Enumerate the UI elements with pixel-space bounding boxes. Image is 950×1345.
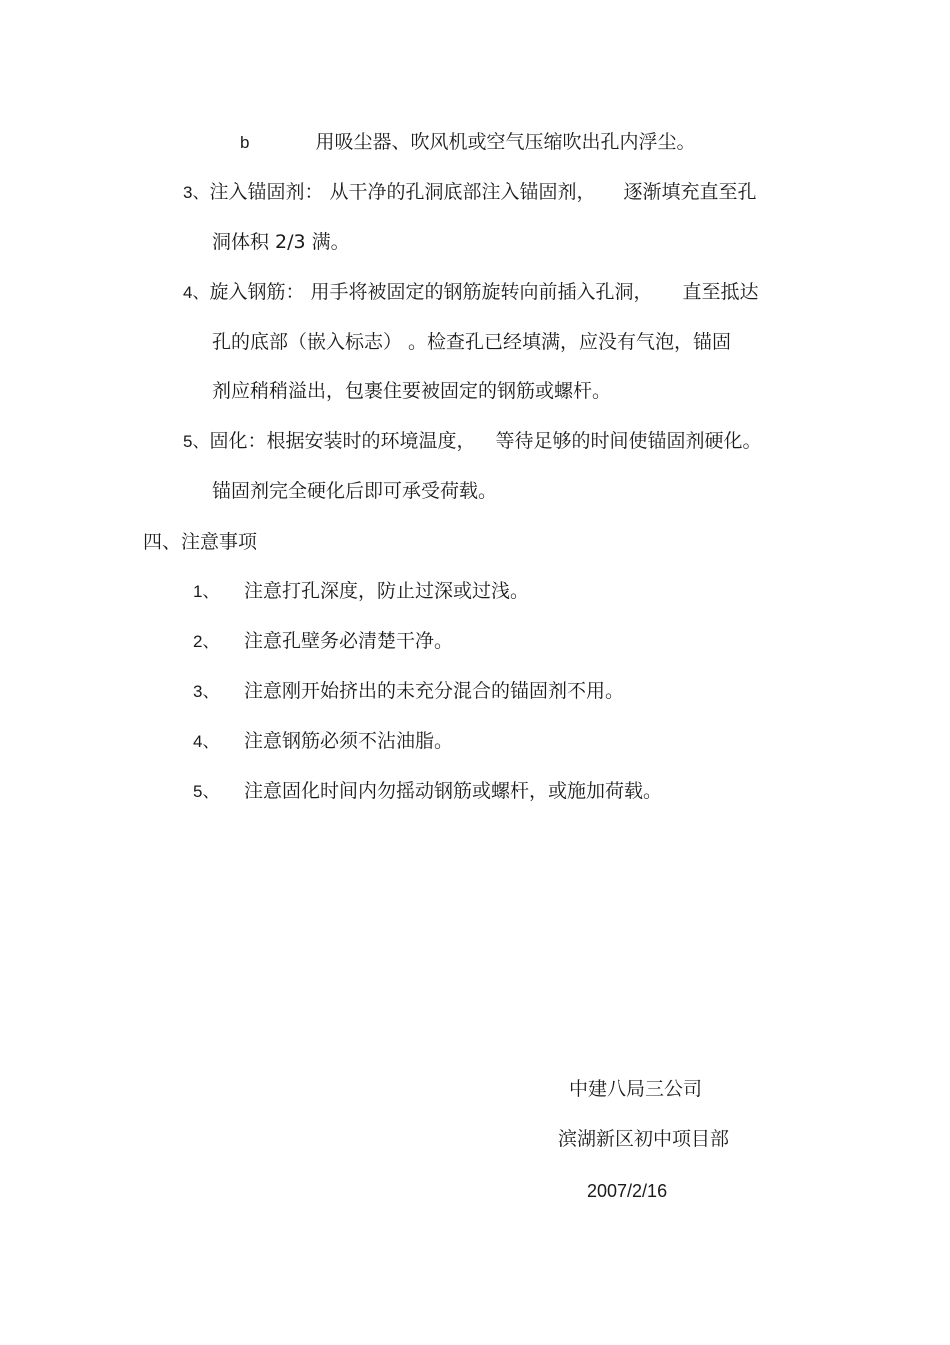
step4-text-a: 旋入钢筋： 用手将被固定的钢筋旋转向前插入孔洞， xyxy=(209,281,653,303)
notice-item-number: 5、 xyxy=(193,782,220,801)
notice-item-text: 注意孔壁务必清楚干净。 xyxy=(244,630,454,652)
step5-text-b: 等待足够的时间使锚固剂硬化。 xyxy=(495,430,762,452)
step-b-text: 用吸尘器、吹风机或空气压缩吹出孔内浮尘。 xyxy=(315,131,696,153)
section4-heading: 四、注意事项 xyxy=(143,531,258,553)
notice-item-text: 注意打孔深度，防止过深或过浅。 xyxy=(244,580,530,602)
signature-company: 中建八局三公司 xyxy=(569,1078,703,1100)
step5-line1 xyxy=(183,428,762,454)
notice-item-text: 注意钢筋必须不沾油脂。 xyxy=(244,730,454,752)
step4-number: 4、 xyxy=(183,283,210,302)
signature-department: 滨湖新区初中项目部 xyxy=(558,1128,730,1150)
notice-item-number: 2、 xyxy=(193,632,220,651)
notice-item xyxy=(193,728,453,754)
step5-text-a: 固化：根据安装时的环境温度， xyxy=(209,430,476,452)
step3-text-a: 注入锚固剂： 从干净的孔洞底部注入锚固剂， xyxy=(209,181,596,203)
notice-item-text: 注意刚开始挤出的未充分混合的锚固剂不用。 xyxy=(244,680,625,702)
step3-line1 xyxy=(183,179,757,205)
notice-item xyxy=(193,578,529,604)
notice-item-number: 4、 xyxy=(193,732,220,751)
notice-item-number: 3、 xyxy=(193,682,220,701)
step4-line3: 剂应稍稍溢出，包裹住要被固定的钢筋或螺杆。 xyxy=(212,380,612,402)
step4-line1 xyxy=(183,279,759,305)
notice-item xyxy=(193,628,453,654)
notice-item-number: 1、 xyxy=(193,582,220,601)
notice-item xyxy=(193,678,624,704)
step3-text-b: 逐渐填充直至孔 xyxy=(623,181,757,203)
step5-line2: 锚固剂完全硬化后即可承受荷载。 xyxy=(212,480,498,502)
step3-line2: 洞体积 2/3 满。 xyxy=(212,231,350,253)
notice-item xyxy=(193,778,662,804)
step-b-line xyxy=(240,129,695,155)
step3-number: 3、 xyxy=(183,183,210,202)
signature-date: 2007/2/16 xyxy=(587,1181,668,1201)
step4-line2: 孔的底部（嵌入标志） 。检查孔已经填满，应没有气泡，锚固 xyxy=(212,331,732,353)
step-b-marker: b xyxy=(240,133,250,152)
notice-item-text: 注意固化时间内勿摇动钢筋或螺杆，或施加荷载。 xyxy=(244,780,663,802)
step4-text-b: 直至抵达 xyxy=(682,281,759,303)
step5-number: 5、 xyxy=(183,432,210,451)
